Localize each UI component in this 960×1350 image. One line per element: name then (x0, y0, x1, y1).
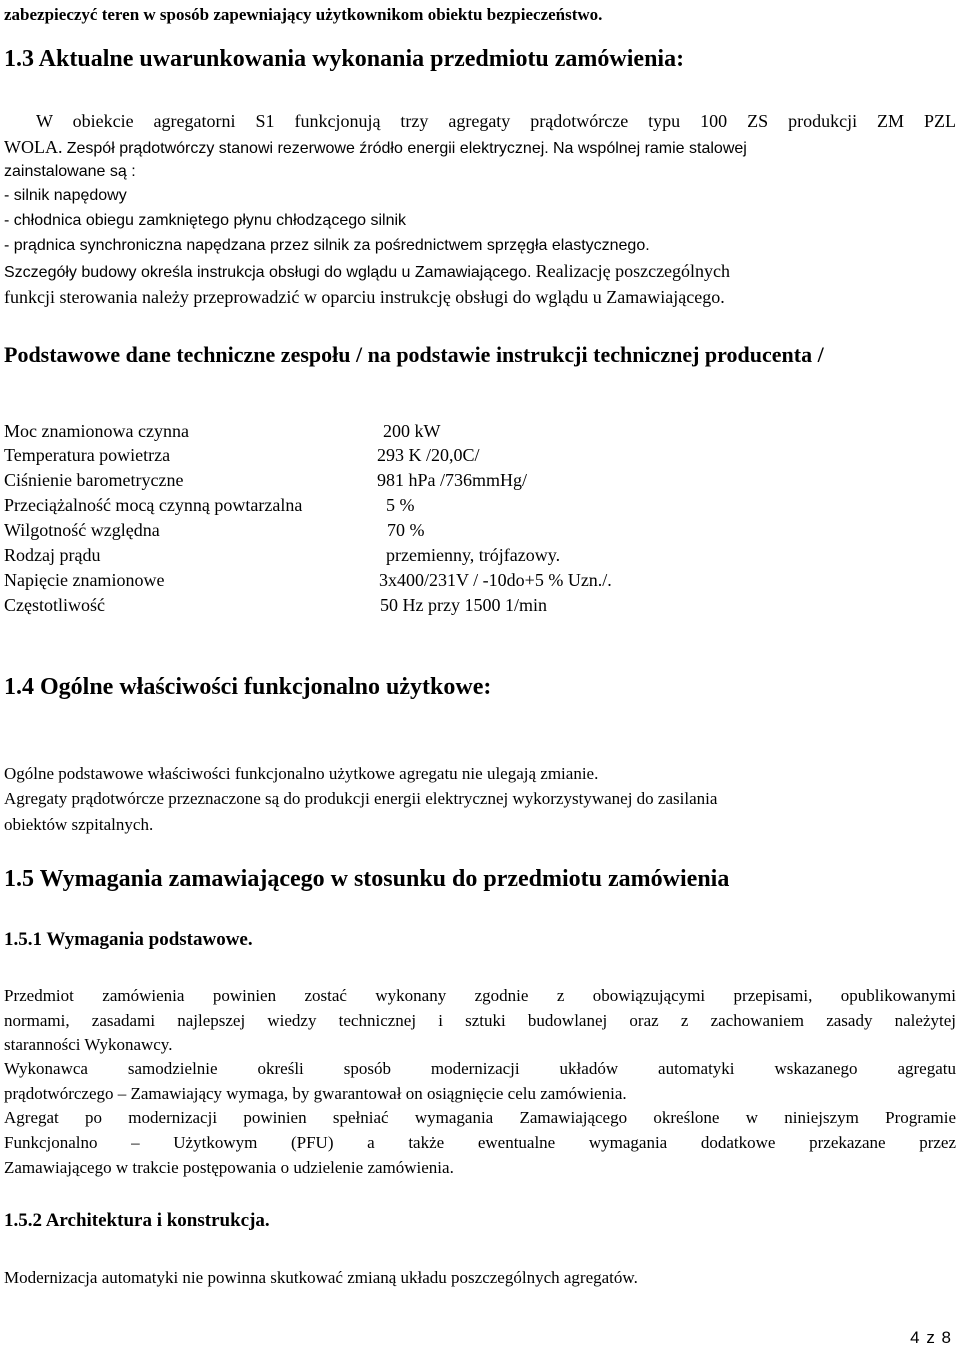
section-1-5-heading: 1.5 Wymagania zamawiającego w stosunku do przedmiotu zamówienia (4, 866, 730, 892)
spec-value-humidity: 70 % (387, 520, 425, 540)
sec151-p3-line3: Zamawiającego w trakcie postępowania o udzielenie zamówienia. (4, 1158, 454, 1177)
sec13-bullet-cooler: - chłodnica obiegu zamkniętego płynu chłodzącego silnik (4, 212, 407, 229)
sec151-p3-line1: Agregat po modernizacji powinien spełniać wymagania Zamawiającego określone w niniejszym Programie (4, 1108, 956, 1127)
spec-label-current-type: Rodzaj prądu (4, 545, 101, 565)
spec-label-pressure: Ciśnienie barometryczne (4, 470, 184, 490)
section-1-4-heading: 1.4 Ogólne właściwości funkcjonalno użytkowe: (4, 674, 492, 700)
spec-label-humidity: Wilgotność względna (4, 520, 160, 540)
sec152-line1: Modernizacja automatyki nie powinna skutkować zmianą układu poszczególnych agregatów. (4, 1268, 638, 1287)
sec14-line1: Ogólne podstawowe właściwości funkcjonalno użytkowe agregatu nie ulegają zmianie. (4, 764, 599, 783)
sec13-line7a: Szczegóły budowy określa instrukcja obsługi do wglądu u Zamawiającego. (4, 264, 532, 281)
sec151-p2-line2: prądotwórczego – Zamawiający wymaga, by gwarantował on osiągnięcie celu zamówienia. (4, 1084, 627, 1103)
sec151-p1-line1: Przedmiot zamówienia powinien zostać wykonany zgodnie z obowiązującymi przepisami, opublikowanymi (4, 986, 956, 1005)
sec13-line2c: Na wspólnej ramie stalowej (552, 140, 747, 157)
section-1-5-1-heading: 1.5.1 Wymagania podstawowe. (4, 929, 253, 950)
sec14-line3: obiektów szpitalnych. (4, 815, 154, 834)
spec-label-frequency: Częstotliwość (4, 595, 105, 615)
section-1-3-heading: 1.3 Aktualne uwarunkowania wykonania przedmiotu zamówienia: (4, 46, 685, 72)
spec-value-pressure: 981 hPa /736mmHg/ (377, 470, 528, 490)
sec14-line2: Agregaty prądotwórcze przeznaczone są do produkcji energii elektrycznej wykorzystywanej do zasilania (4, 789, 718, 808)
section-1-5-2-heading: 1.5.2 Architektura i konstrukcja. (4, 1210, 270, 1231)
sec13-line2a: WOLA. (4, 137, 63, 157)
sec151-p1-line3: staranności Wykonawcy. (4, 1035, 173, 1054)
spec-value-voltage: 3x400/231V / -10do+5 % Uzn./. (379, 570, 612, 590)
sec13-line7 (4, 260, 730, 284)
sec13-line7b: Realizację poszczególnych (535, 261, 731, 281)
sec13-line2 (4, 136, 747, 160)
top-continuation-line: zabezpieczyć teren w sposób zapewniający użytkownikom obiektu bezpieczeństwo. (4, 5, 603, 24)
sec151-p3-line2: Funkcjonalno – Użytkowym (PFU) a także ewentualne wymagania dodatkowe przekazane przez (4, 1133, 956, 1152)
spec-value-overload: 5 % (386, 495, 415, 515)
sec13-line1: W obiekcie agregatorni S1 funkcjonują trzy agregaty prądotwórcze typu 100 ZS produkcji ZM PZL (36, 111, 956, 131)
spec-label-voltage: Napięcie znamionowe (4, 570, 165, 590)
page-number: 4 z 8 (910, 1328, 952, 1347)
spec-label-overload: Przeciążalność mocą czynną powtarzalna (4, 495, 303, 515)
spec-value-power: 200 kW (383, 421, 441, 441)
sec13-bullet-generator: - prądnica synchroniczna napędzana przez silnik za pośrednictwem sprzęgła elastycznego. (4, 237, 650, 254)
sec13-line2b: Zespół prądotwórczy stanowi rezerwowe źródło energii elektrycznej. (66, 140, 549, 157)
spec-label-temperature: Temperatura powietrza (4, 445, 171, 465)
sec151-p2-line1: Wykonawca samodzielnie określi sposób modernizacji układów automatyki wskazanego agregatu (4, 1059, 956, 1078)
sec13-line3: zainstalowane są : (4, 163, 136, 180)
sec13-bullet-engine: - silnik napędowy (4, 187, 127, 204)
spec-label-power: Moc znamionowa czynna (4, 421, 189, 441)
tech-data-heading: Podstawowe dane techniczne zespołu / na podstawie instrukcji technicznej producenta / (4, 342, 824, 367)
sec13-line8: funkcji sterowania należy przeprowadzić w oparciu instrukcję obsługi do wglądu u Zamawiającego. (4, 287, 725, 307)
spec-value-frequency: 50 Hz przy 1500 1/min (380, 595, 547, 615)
spec-value-current-type: przemienny, trójfazowy. (386, 545, 561, 565)
sec151-p1-line2: normami, zasadami najlepszej wiedzy technicznej i sztuki budowlanej oraz z zachowaniem zasady należytej (4, 1011, 956, 1030)
spec-value-temperature: 293 K /20,0C/ (377, 445, 480, 465)
